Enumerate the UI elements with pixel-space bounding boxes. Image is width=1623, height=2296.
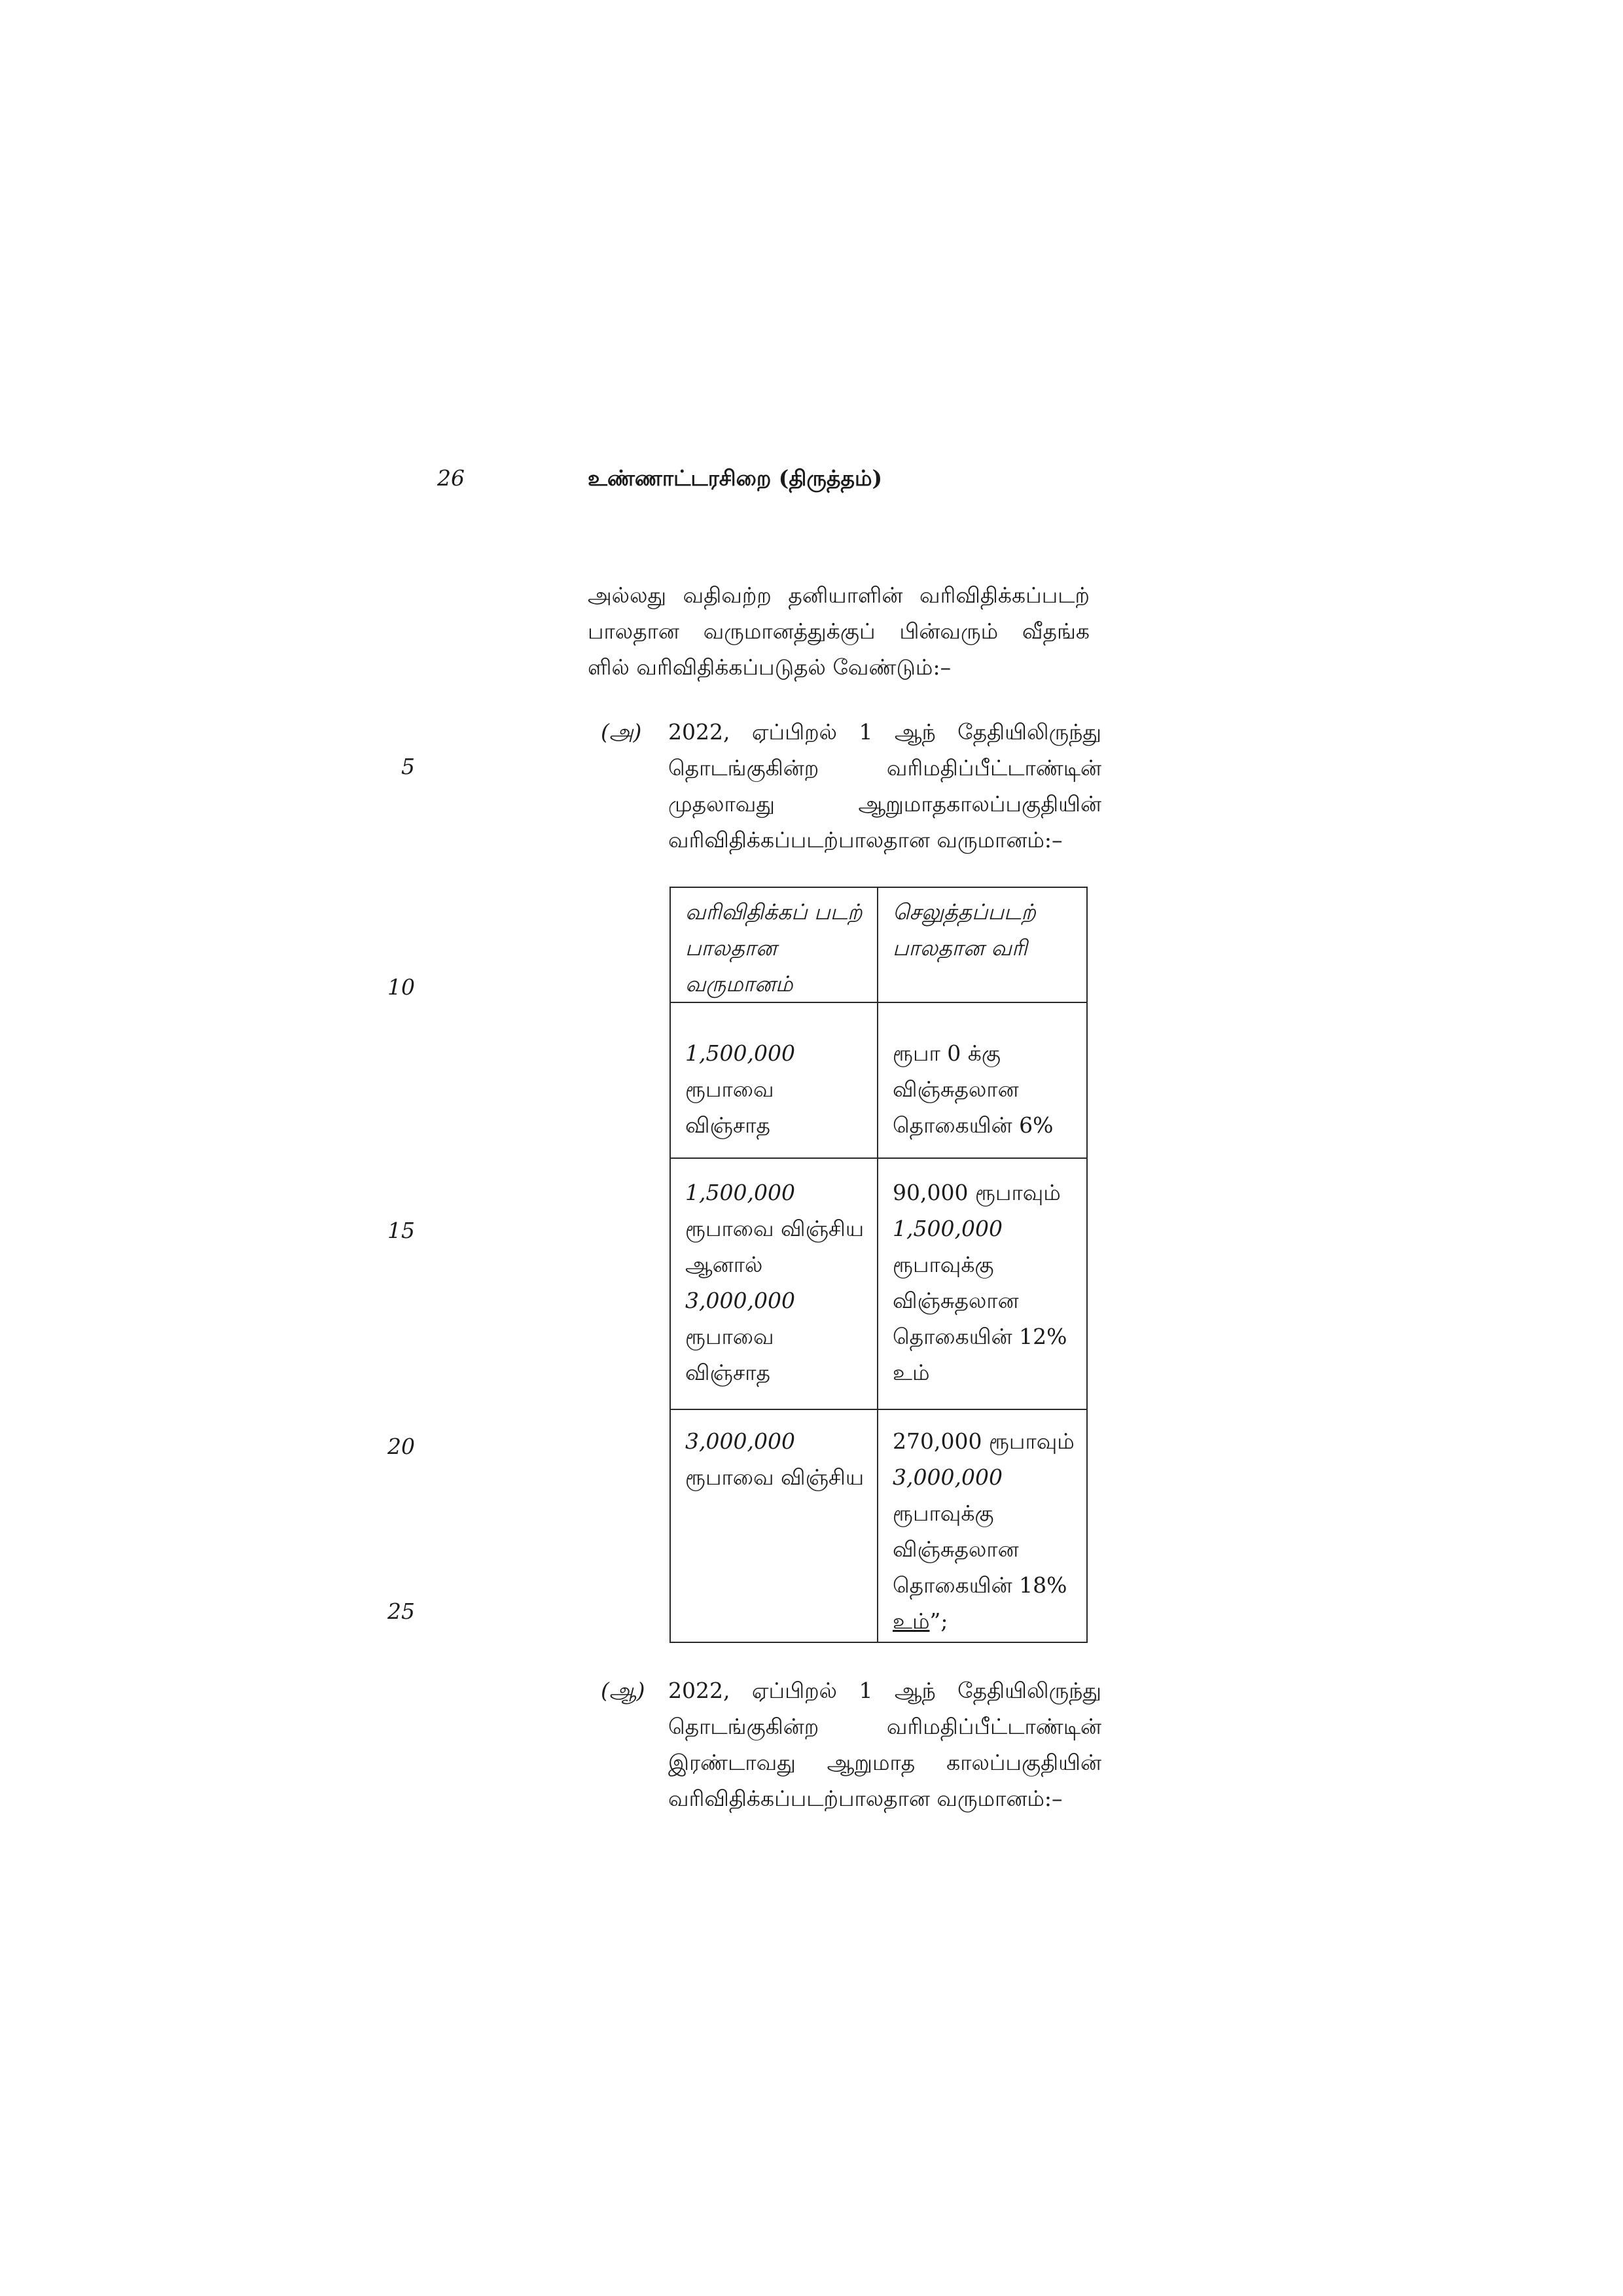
intro-paragraph bbox=[588, 577, 1090, 685]
table-cell-line: ரூபாவை விஞ்சிய bbox=[685, 1216, 865, 1241]
table-cell-line: தொகையின் 18% bbox=[893, 1572, 1067, 1598]
table-cell-line: ரூபாவுக்கு bbox=[893, 1500, 994, 1526]
table-cell bbox=[878, 1002, 1087, 1158]
table-cell-line: பாலதான வரி bbox=[893, 935, 1027, 961]
item-aa-label: (ஆ) bbox=[601, 1678, 645, 1703]
text-line: பாலதான வருமானத்துக்குப் பின்வரும் வீதங்க bbox=[588, 618, 1090, 644]
table-cell-line: விஞ்சாத bbox=[685, 1112, 771, 1138]
margin-line-number: 5 bbox=[401, 754, 415, 779]
table-cell-line: ரூபாவை bbox=[685, 1324, 774, 1349]
table-cell-line: ரூபாவை bbox=[685, 1076, 774, 1102]
table-cell-line: தொகையின் 12% bbox=[893, 1324, 1067, 1349]
table-cell bbox=[878, 1158, 1087, 1409]
table-cell bbox=[878, 1409, 1087, 1642]
table-cell-line: உம் bbox=[893, 1360, 930, 1385]
text-line: தொடங்குகின்ற வரிமதிப்பீட்டாண்டின் bbox=[668, 1714, 1101, 1739]
text-line: வரிவிதிக்கப்படற்பாலதான வருமானம்:– bbox=[668, 827, 1063, 853]
table-cell-line: விஞ்சுதலான bbox=[893, 1288, 1019, 1313]
table-header-cell bbox=[878, 887, 1087, 1002]
table-cell-line: தொகையின் 6% bbox=[893, 1112, 1054, 1138]
text-line: ளில் வரிவிதிக்கப்படுதல் வேண்டும்:– bbox=[588, 654, 952, 680]
text-line: தொடங்குகின்ற வரிமதிப்பீட்டாண்டின் bbox=[668, 755, 1101, 781]
table-cell-line: வருமானம் bbox=[685, 971, 793, 997]
page-title: உண்ணாட்டரசிறை (திருத்தம்) bbox=[588, 465, 883, 491]
table-row bbox=[670, 1409, 1087, 1642]
table-cell-line: 3,000,000 bbox=[685, 1428, 795, 1454]
table-cell-line: 3,000,000 bbox=[893, 1464, 1003, 1490]
table-row bbox=[670, 1002, 1087, 1158]
margin-line-number: 20 bbox=[387, 1434, 415, 1459]
table-cell-line: 270,000 ரூபாவும் bbox=[893, 1428, 1075, 1454]
table-cell-line: விஞ்சுதலான bbox=[893, 1536, 1019, 1562]
table-cell-line: விஞ்சாத bbox=[685, 1360, 771, 1385]
margin-line-number: 25 bbox=[387, 1598, 415, 1624]
table-cell-line bbox=[893, 1603, 1080, 1639]
item-a-label: (அ) bbox=[601, 719, 642, 745]
table-cell-line: செலுத்தப்படற் bbox=[893, 899, 1036, 925]
text-line: 2022, ஏப்பிறல் 1 ஆந் தேதியிலிருந்து bbox=[668, 719, 1101, 745]
margin-line-number: 10 bbox=[387, 974, 415, 1000]
margin-line-number: 15 bbox=[387, 1218, 415, 1243]
table-cell bbox=[670, 1002, 878, 1158]
table-cell-line: ரூபா 0 க்கு bbox=[893, 1040, 1001, 1066]
table-cell-line: 90,000 ரூபாவும் bbox=[893, 1180, 1061, 1205]
text-line: அல்லது வதிவற்ற தனியாளின் வரிவிதிக்கப்படற் bbox=[588, 582, 1090, 608]
table-cell-line: பாலதான bbox=[685, 935, 777, 961]
underlined-word: உம் bbox=[893, 1608, 930, 1634]
text-line: வரிவிதிக்கப்படற்பாலதான வருமானம்:– bbox=[668, 1786, 1063, 1811]
table-cell bbox=[670, 1409, 878, 1642]
tax-rate-table bbox=[669, 887, 1088, 1643]
table-header-cell bbox=[670, 887, 878, 1002]
table-header-row bbox=[670, 887, 1087, 1002]
table-cell-line: வரிவிதிக்கப் படற் bbox=[685, 899, 863, 925]
table-cell-line: 1,500,000 bbox=[893, 1216, 1003, 1241]
table-cell-line: விஞ்சுதலான bbox=[893, 1076, 1019, 1102]
table-cell bbox=[670, 1158, 878, 1409]
item-a-text bbox=[668, 714, 1101, 858]
table-cell-line: ஆனால் bbox=[685, 1252, 763, 1277]
page-number: 26 bbox=[437, 465, 465, 491]
table-row bbox=[670, 1158, 1087, 1409]
table-cell-line: ரூபாவுக்கு bbox=[893, 1252, 994, 1277]
closing-quote: ”; bbox=[929, 1608, 948, 1634]
item-aa-text bbox=[668, 1672, 1101, 1816]
table-cell-line: 1,500,000 bbox=[685, 1040, 795, 1066]
text-line: 2022, ஏப்பிறல் 1 ஆந் தேதியிலிருந்து bbox=[668, 1678, 1101, 1703]
text-line: முதலாவது ஆறுமாதகாலப்பகுதியின் bbox=[668, 791, 1101, 817]
table-cell-line: 3,000,000 bbox=[685, 1288, 795, 1313]
text-line: இரண்டாவது ஆறுமாத காலப்பகுதியின் bbox=[668, 1750, 1101, 1775]
table-cell-line: ரூபாவை விஞ்சிய bbox=[685, 1464, 865, 1490]
table-cell-line: 1,500,000 bbox=[685, 1180, 795, 1205]
